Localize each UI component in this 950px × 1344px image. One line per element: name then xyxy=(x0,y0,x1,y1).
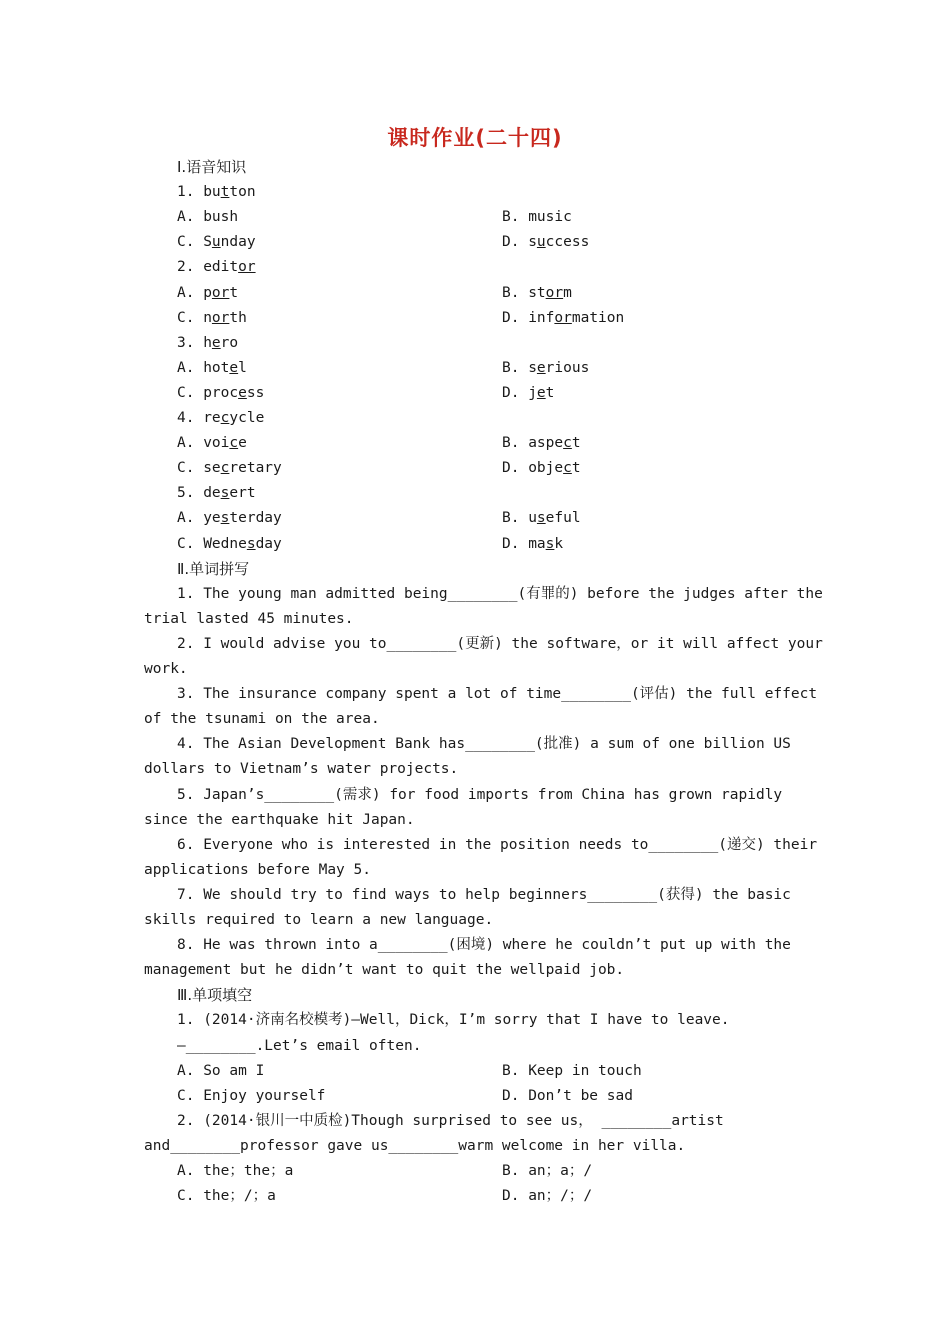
page-title: 课时作业(二十四) xyxy=(387,126,563,150)
question-stem: 4. recycle xyxy=(177,410,265,426)
sentence-continuation: of the tsunami on the area. xyxy=(144,711,380,728)
section-heading: Ⅰ.语音知识 xyxy=(177,158,247,176)
sentence-continuation: and________professor gave us________warm welcome in her villa. xyxy=(144,1137,686,1154)
option-a: A. yesterday xyxy=(177,510,282,527)
option-a: A. So am I xyxy=(177,1062,265,1079)
option-d: D. jet xyxy=(502,384,555,401)
option-b: B. aspect xyxy=(502,435,581,452)
sentence-line: 7. We should try to find ways to help beginners________(获得) the basic xyxy=(177,886,791,903)
sentence-continuation: applications before May 5. xyxy=(144,861,371,878)
option-b: B. Keep in touch xyxy=(502,1062,642,1079)
sentence-line: 4. The Asian Development Bank has________(批准) a sum of one billion US xyxy=(177,736,791,753)
option-c: C. secretary xyxy=(177,460,282,477)
sentence-continuation: dollars to Vietnam’s water projects. xyxy=(144,761,459,778)
option-c: C. Enjoy yourself xyxy=(177,1087,326,1104)
sentence-line: 5. Japan’s________(需求) for food imports from China has grown rapidly xyxy=(177,786,783,803)
sentence-line: 2. I would advise you to________(更新) the software，or it will affect your xyxy=(177,635,823,652)
option-d: D. information xyxy=(502,309,625,326)
sentence-continuation: skills required to learn a new language. xyxy=(144,912,494,928)
question-stem: 2. editor xyxy=(177,259,256,276)
option-c: C. north xyxy=(177,309,247,326)
sentence-continuation: management but he didn’t want to quit the wellpaid job. xyxy=(144,962,625,979)
dialog-response: —________.Let’s email often. xyxy=(177,1037,422,1054)
option-a: A. port xyxy=(177,284,239,301)
option-c: C. process xyxy=(177,384,265,401)
sentence-line: 3. The insurance company spent a lot of time________(评估) the full effect xyxy=(177,686,818,703)
option-b: B. serious xyxy=(502,359,590,376)
option-d: D. an；/；/ xyxy=(502,1188,593,1205)
section-heading: Ⅲ.单项填空 xyxy=(177,986,253,1005)
question-stem: 5. desert xyxy=(177,485,256,502)
sentence-continuation: since the earthquake hit Japan. xyxy=(144,811,415,828)
option-b: B. useful xyxy=(502,510,581,527)
option-b: B. storm xyxy=(502,284,572,301)
question-stem: 1. button xyxy=(177,184,256,201)
option-c: C. the；/；a xyxy=(177,1188,276,1205)
option-d: D. Don’t be sad xyxy=(502,1087,633,1104)
question-stem: 2. (2014·银川一中质检)Though surprised to see us， ________artist xyxy=(177,1112,724,1129)
question-stem: 3. hero xyxy=(177,334,239,351)
option-a: A. bush xyxy=(177,209,239,226)
option-a: A. voice xyxy=(177,435,247,452)
sentence-line: 6. Everyone who is interested in the position needs to________(递交) their xyxy=(177,836,818,853)
option-d: D. object xyxy=(502,460,581,477)
option-b: B. music xyxy=(502,209,572,226)
question-stem: 1. (2014·济南名校模考)—Well，Dick，I’m sorry that I have to leave. xyxy=(177,1012,730,1029)
option-d: D. mask xyxy=(502,535,564,552)
sentence-continuation: trial lasted 45 minutes. xyxy=(144,610,354,627)
option-a: A. the；the；a xyxy=(177,1163,294,1179)
option-c: C. Wednesday xyxy=(177,535,282,552)
sentence-line: 1. The young man admitted being________(有罪的) before the judges after the xyxy=(177,585,823,602)
sentence-line: 8. He was thrown into a________(困境) where he couldn’t put up with the xyxy=(177,937,791,954)
option-b: B. an；a；/ xyxy=(502,1163,593,1179)
option-c: C. Sunday xyxy=(177,234,256,251)
option-d: D. success xyxy=(502,234,590,251)
option-a: A. hotel xyxy=(177,359,247,376)
section-heading: Ⅱ.单词拼写 xyxy=(177,559,250,578)
sentence-continuation: work. xyxy=(144,661,188,677)
